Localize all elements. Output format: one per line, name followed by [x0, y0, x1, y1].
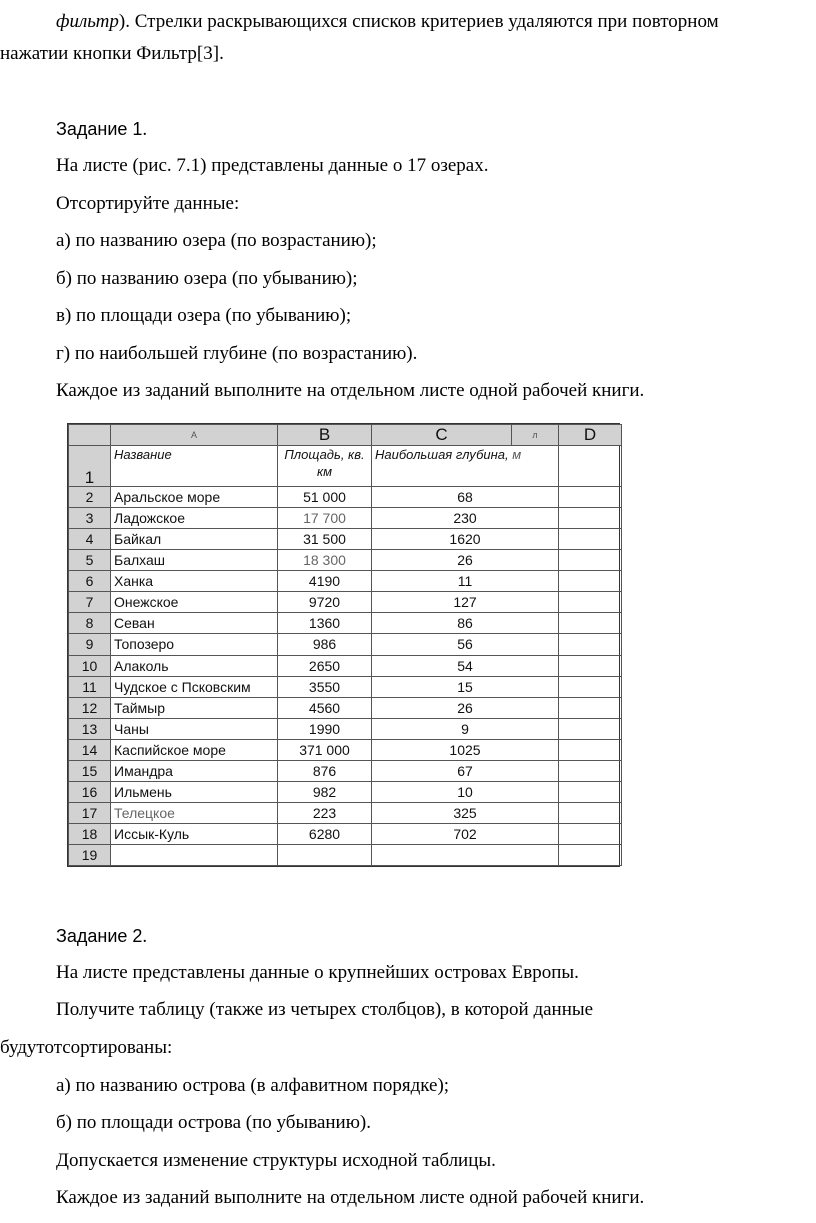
task2-line: Каждое из заданий выполните на отдельном листе одной рабочей книги.: [56, 1187, 645, 1208]
lake-depth: 127: [372, 592, 559, 613]
row-number: 6: [69, 571, 111, 592]
task1-line: г) по наибольшей глубине (по возрастанию).: [56, 343, 418, 364]
lake-area: 4560: [278, 697, 372, 718]
lake-area: 3550: [278, 676, 372, 697]
column-header-c: C: [372, 425, 512, 446]
lake-area: 1990: [278, 718, 372, 739]
empty-cell: [372, 844, 559, 865]
lake-name: Алаколь: [111, 655, 278, 676]
row-number: 1: [69, 446, 111, 487]
empty-cell: [559, 550, 622, 571]
task1-heading-dot: .: [142, 119, 148, 140]
task2-heading-text: Задание 2: [56, 926, 143, 946]
empty-cell: [559, 844, 622, 865]
lake-depth: 1620: [372, 529, 559, 550]
task1-line: в) по площади озера (по убыванию);: [56, 305, 352, 326]
row-number: 3: [69, 508, 111, 529]
empty-cell: [559, 802, 622, 823]
lake-depth: 1025: [372, 739, 559, 760]
column-header-d: D: [559, 425, 622, 446]
row-number: 8: [69, 613, 111, 634]
lake-depth: 15: [372, 676, 559, 697]
empty-cell: [559, 446, 622, 487]
lake-area: 986: [278, 634, 372, 655]
table-row: [69, 571, 622, 592]
lake-name: Байкал: [111, 529, 278, 550]
lake-area: 371 000: [278, 739, 372, 760]
row-number: 19: [69, 844, 111, 865]
table-row: [69, 592, 622, 613]
empty-cell: [559, 571, 622, 592]
spreadsheet-figure: [67, 423, 620, 867]
task2-line: Допускается изменение структуры исходной таблицы.: [56, 1150, 496, 1171]
lake-area: 2650: [278, 655, 372, 676]
row-number: 12: [69, 697, 111, 718]
lake-name: Аральское море: [111, 487, 278, 508]
lake-area: 6280: [278, 823, 372, 844]
lake-name: Балхаш: [111, 550, 278, 571]
lake-name: Чаны: [111, 718, 278, 739]
header-area: Площадь, кв. км: [278, 446, 372, 487]
lake-area: 223: [278, 802, 372, 823]
lake-name: Имандра: [111, 760, 278, 781]
empty-cell: [559, 718, 622, 739]
lake-name: Чудское с Псковским: [111, 676, 278, 697]
table-row: [69, 487, 622, 508]
row-number: 9: [69, 634, 111, 655]
empty-cell: [559, 676, 622, 697]
empty-cell: [559, 739, 622, 760]
task2-line: Получите таблицу (также из четырех столбцов), в которой данные: [56, 999, 594, 1020]
lake-depth: 67: [372, 760, 559, 781]
table-row: [69, 529, 622, 550]
empty-cell: [559, 655, 622, 676]
lake-depth: 86: [372, 613, 559, 634]
lake-depth: 230: [372, 508, 559, 529]
column-header-a: A: [111, 425, 278, 446]
table-header-row: [69, 446, 622, 487]
empty-cell: [559, 613, 622, 634]
task1-line: На листе (рис. 7.1) представлены данные о 17 озерах.: [56, 155, 489, 176]
lake-depth: 325: [372, 802, 559, 823]
row-number: 15: [69, 760, 111, 781]
task1-line: б) по названию озера (по убыванию);: [56, 268, 358, 289]
task1-line: Отсортируйте данные:: [56, 193, 240, 214]
row-number: 13: [69, 718, 111, 739]
lake-area: 982: [278, 781, 372, 802]
empty-cell: [559, 592, 622, 613]
table-row: [69, 739, 622, 760]
empty-cell: [559, 634, 622, 655]
row-number: 16: [69, 781, 111, 802]
empty-cell: [559, 760, 622, 781]
lake-depth: 9: [372, 718, 559, 739]
lake-name: Таймыр: [111, 697, 278, 718]
lake-name: Телецкое: [111, 802, 278, 823]
task1-line: а) по названию озера (по возрастанию);: [56, 230, 377, 251]
paragraph-text: ). Стрелки раскрывающихся списков критериев удаляются при повторном: [118, 11, 719, 32]
row-number: 18: [69, 823, 111, 844]
lake-name: Онежское: [111, 592, 278, 613]
task2-heading-dot: .: [142, 926, 148, 947]
empty-cell: [559, 781, 622, 802]
lake-depth: 26: [372, 697, 559, 718]
lake-depth: 54: [372, 655, 559, 676]
lake-depth: 10: [372, 781, 559, 802]
lake-area: 18 300: [278, 550, 372, 571]
lake-depth: 56: [372, 634, 559, 655]
task2-heading: [56, 925, 147, 949]
row-number: 17: [69, 802, 111, 823]
lake-name: Ханка: [111, 571, 278, 592]
row-number: 2: [69, 487, 111, 508]
lake-area: 17 700: [278, 508, 372, 529]
header-depth-unit: м: [512, 447, 522, 463]
table-row: [69, 550, 622, 571]
empty-cell: [559, 697, 622, 718]
lake-area: 1360: [278, 613, 372, 634]
task2-line: а) по названию острова (в алфавитном порядке);: [56, 1075, 450, 1096]
table-row: [69, 508, 622, 529]
table-row: [69, 760, 622, 781]
table-row: [69, 655, 622, 676]
task2-line: б) по площади острова (по убыванию).: [56, 1112, 371, 1133]
header-depth-label: Наибольшая глубина,: [375, 447, 509, 463]
lake-depth: 11: [372, 571, 559, 592]
lake-depth: 68: [372, 487, 559, 508]
header-name: Название: [111, 446, 278, 487]
column-header-row: [69, 425, 622, 446]
row-number: 4: [69, 529, 111, 550]
corner-cell: [69, 425, 111, 446]
task1-heading-text: Задание 1: [56, 119, 143, 139]
lake-name: Каспийское море: [111, 739, 278, 760]
lake-name: Севан: [111, 613, 278, 634]
row-number: 14: [69, 739, 111, 760]
lake-area: 9720: [278, 592, 372, 613]
row-number: 10: [69, 655, 111, 676]
lake-depth: 26: [372, 550, 559, 571]
italic-term: фильтр: [56, 11, 119, 32]
table-row: [69, 781, 622, 802]
empty-cell: [559, 487, 622, 508]
paragraph-line: нажатии кнопки Фильтр[3].: [0, 43, 224, 64]
lake-depth: 702: [372, 823, 559, 844]
table-row: [69, 844, 622, 865]
column-header-b: B: [278, 425, 372, 446]
table-row: [69, 676, 622, 697]
lake-name: Иссык-Куль: [111, 823, 278, 844]
empty-cell: [559, 508, 622, 529]
empty-cell: [559, 823, 622, 844]
table-row: [69, 634, 622, 655]
task1-heading: [56, 118, 147, 142]
lake-name: Топозеро: [111, 634, 278, 655]
table-row: [69, 802, 622, 823]
empty-cell: [559, 529, 622, 550]
table-row: [69, 823, 622, 844]
table-row: [69, 613, 622, 634]
header-depth: [372, 446, 559, 487]
paragraph-line: [56, 11, 719, 33]
lakes-table: [68, 424, 622, 866]
row-number: 11: [69, 676, 111, 697]
row-number: 5: [69, 550, 111, 571]
task2-line: будутотсортированы:: [0, 1037, 173, 1058]
lake-area: 876: [278, 760, 372, 781]
lake-area: 51 000: [278, 487, 372, 508]
table-row: [69, 697, 622, 718]
table-row: [69, 718, 622, 739]
task1-line: Каждое из заданий выполните на отдельном листе одной рабочей книги.: [56, 380, 645, 401]
lake-area: 31 500: [278, 529, 372, 550]
empty-cell: [278, 844, 372, 865]
column-header-l: л: [512, 425, 559, 446]
lake-area: 4190: [278, 571, 372, 592]
lake-name: Ладожское: [111, 508, 278, 529]
row-number: 7: [69, 592, 111, 613]
lake-name: Ильмень: [111, 781, 278, 802]
task2-line: На листе представлены данные о крупнейших островах Европы.: [56, 962, 579, 983]
empty-cell: [111, 844, 278, 865]
